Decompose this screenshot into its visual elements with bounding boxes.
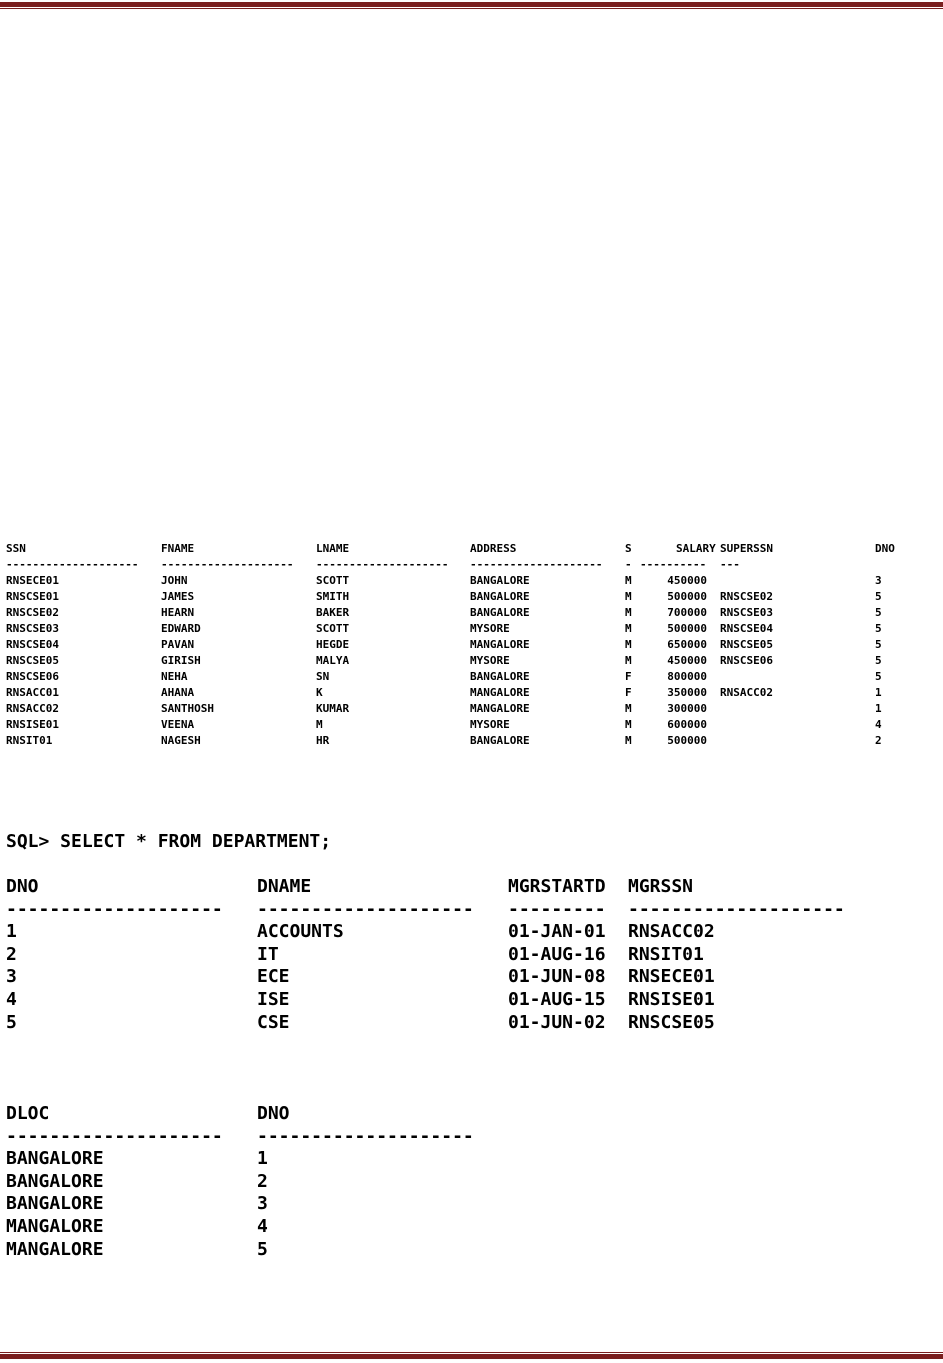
employee-cell: BANGALORE [470,606,530,619]
employee-row [6,589,937,605]
employee-separator: --- [720,558,740,571]
department-cell: RNSISE01 [628,988,715,1010]
employee-cell: RNSACC01 [6,686,59,699]
department-cell: 01-AUG-16 [508,943,606,965]
employee-row [6,637,937,653]
employee-cell: SMITH [316,590,350,603]
employee-cell: 500000 [667,734,707,747]
header-rule-thin [0,8,943,9]
dlocation-column-header: DLOC [6,1103,50,1124]
employee-cell: GIRISH [161,654,201,667]
employee-cell: M [625,734,632,747]
employee-cell: MYSORE [470,622,510,635]
header-rule-thick [0,2,943,7]
dlocation-cell: 5 [257,1238,268,1260]
department-cell: RNSCSE05 [628,1011,715,1033]
department-row [6,966,906,989]
dlocation-row [6,1148,906,1171]
employee-cell: BANGALORE [470,574,530,587]
employee-cell: 1 [875,702,882,715]
employee-row [6,701,937,717]
employee-cell: RNSISE01 [6,718,59,731]
employee-cell: 350000 [667,686,707,699]
employee-cell: M [625,638,632,651]
department-table [6,876,906,1034]
employee-cell: MANGALORE [470,686,530,699]
department-cell: 01-JUN-02 [508,1011,606,1033]
dlocation-column-header: DNO [257,1103,290,1124]
employee-cell: F [625,670,632,683]
department-cell: IT [257,943,279,965]
employee-row [6,605,937,621]
employee-cell: MALYA [316,654,350,667]
employee-cell: M [625,654,632,667]
employee-column-header: DNO [875,542,895,555]
department-cell: 1 [6,921,17,943]
department-column-header: DNAME [257,876,312,897]
employee-cell: MYSORE [470,654,510,667]
employee-cell: 500000 [667,622,707,635]
employee-cell: JAMES [161,590,195,603]
employee-cell: RNSIT01 [6,734,53,747]
department-cell: 2 [6,943,17,965]
employee-cell: SCOTT [316,622,350,635]
employee-cell: 450000 [667,574,707,587]
employee-row [6,669,937,685]
dlocation-separator: -------------------- [257,1125,474,1147]
dlocation-cell: MANGALORE [6,1238,104,1260]
employee-cell: RNSCSE05 [6,654,59,667]
employee-column-header: SALARY [676,542,716,555]
department-cell: 01-JAN-01 [508,921,606,943]
dlocation-cell: 4 [257,1215,268,1237]
employee-cell: 5 [875,622,882,635]
department-cell: RNSECE01 [628,966,715,988]
employee-cell: NAGESH [161,734,201,747]
dlocation-cell: 1 [257,1148,268,1170]
employee-cell: MYSORE [470,718,510,731]
dlocation-cell: BANGALORE [6,1193,104,1215]
dlocation-separator-row [6,1126,906,1149]
employee-cell: RNSCSE06 [6,670,59,683]
employee-cell: MANGALORE [470,638,530,651]
dlocation-row [6,1193,906,1216]
department-cell: 4 [6,988,17,1010]
employee-cell: JOHN [161,574,188,587]
dlocation-row [6,1216,906,1239]
employee-cell: RNSCSE04 [720,622,773,635]
employee-cell: KUMAR [316,702,350,715]
department-separator: -------------------- [257,898,474,920]
employee-cell: M [625,622,632,635]
employee-cell: EDWARD [161,622,201,635]
employee-cell: 3 [875,574,882,587]
employee-cell: SANTHOSH [161,702,214,715]
employee-column-header: SUPERSSN [720,542,773,555]
department-separator: -------------------- [628,898,845,920]
employee-cell: 2 [875,734,882,747]
dlocation-row [6,1239,906,1262]
employee-cell: 5 [875,670,882,683]
employee-cell: RNSCSE02 [6,606,59,619]
footer-rule-thin [0,1352,943,1353]
employee-cell: BANGALORE [470,670,530,683]
department-separator: --------- [508,898,606,920]
employee-row [6,717,937,733]
department-column-header: DNO [6,876,39,897]
employee-row [6,573,937,589]
department-cell: ECE [257,966,290,988]
employee-separator: ---------- [640,558,707,571]
department-column-header: MGRSSN [628,876,694,897]
employee-cell: 700000 [667,606,707,619]
employee-row [6,685,937,701]
employee-cell: RNSCSE05 [720,638,773,651]
employee-separator: - [625,558,632,571]
employee-column-header: SSN [6,542,26,555]
department-cell: 01-JUN-08 [508,966,606,988]
employee-cell: 5 [875,638,882,651]
employee-cell: RNSCSE04 [6,638,59,651]
department-cell: CSE [257,1011,290,1033]
employee-column-header: S [625,542,632,555]
employee-cell: 500000 [667,590,707,603]
employee-separator: -------------------- [316,558,449,571]
dlocation-table [6,1103,906,1261]
dlocation-cell: 3 [257,1193,268,1215]
employee-cell: 4 [875,718,882,731]
employee-cell: K [316,686,323,699]
employee-cell: RNSACC02 [6,702,59,715]
employee-cell: RNSCSE03 [720,606,773,619]
dlocation-cell: BANGALORE [6,1148,104,1170]
employee-cell: M [625,702,632,715]
footer-rule [0,1352,943,1362]
dlocation-cell: BANGALORE [6,1170,104,1192]
employee-cell: PAVAN [161,638,195,651]
department-cell: 3 [6,966,17,988]
employee-cell: RNSCSE03 [6,622,59,635]
employee-column-header: LNAME [316,542,350,555]
department-cell: RNSACC02 [628,921,715,943]
department-row [6,1012,906,1035]
employee-cell: RNSECE01 [6,574,59,587]
dlocation-cell: 2 [257,1170,268,1192]
employee-separator-row [6,557,937,573]
department-row [6,944,906,967]
employee-cell: BANGALORE [470,590,530,603]
employee-cell: 5 [875,606,882,619]
employee-cell: 5 [875,590,882,603]
header-rule [0,0,943,10]
dlocation-row [6,1171,906,1194]
department-cell: 01-AUG-15 [508,988,606,1010]
employee-row [6,621,937,637]
dlocation-header-row [6,1103,906,1126]
employee-cell: M [316,718,323,731]
department-cell: 5 [6,1011,17,1033]
employee-cell: RNSCSE02 [720,590,773,603]
employee-cell: 5 [875,654,882,667]
employee-cell: BAKER [316,606,350,619]
employee-cell: RNSCSE01 [6,590,59,603]
employee-cell: M [625,574,632,587]
dlocation-separator: -------------------- [6,1125,223,1147]
employee-cell: VEENA [161,718,195,731]
employee-separator: -------------------- [6,558,139,571]
employee-cell: HEGDE [316,638,350,651]
employee-cell: F [625,686,632,699]
employee-cell: NEHA [161,670,188,683]
employee-cell: SN [316,670,330,683]
employee-column-header: ADDRESS [470,542,517,555]
department-row [6,989,906,1012]
department-separator-row [6,899,906,922]
department-column-header: MGRSTARTD [508,876,606,897]
employee-cell: 1 [875,686,882,699]
footer-rule-thick [0,1354,943,1359]
employee-cell: AHANA [161,686,195,699]
employee-cell: MANGALORE [470,702,530,715]
employee-separator: -------------------- [470,558,603,571]
employee-row [6,653,937,669]
employee-cell: BANGALORE [470,734,530,747]
employee-cell: SCOTT [316,574,350,587]
department-cell: ISE [257,988,290,1010]
employee-cell: 450000 [667,654,707,667]
employee-row [6,733,937,749]
employee-column-header: FNAME [161,542,195,555]
employee-cell: 600000 [667,718,707,731]
department-cell: RNSIT01 [628,943,704,965]
employee-cell: M [625,606,632,619]
employee-cell: 300000 [667,702,707,715]
employee-cell: 650000 [667,638,707,651]
department-header-row [6,876,906,899]
employee-cell: M [625,718,632,731]
employee-cell: 800000 [667,670,707,683]
employee-cell: HEARN [161,606,195,619]
department-row [6,921,906,944]
department-separator: -------------------- [6,898,223,920]
employee-cell: RNSCSE06 [720,654,773,667]
employee-table [6,541,937,749]
employee-separator: -------------------- [161,558,294,571]
sql-query-line: SQL> SELECT * FROM DEPARTMENT; [6,831,332,852]
employee-cell: HR [316,734,330,747]
department-cell: ACCOUNTS [257,921,344,943]
employee-cell: M [625,590,632,603]
employee-header-row [6,541,937,557]
employee-cell: RNSACC02 [720,686,773,699]
dlocation-cell: MANGALORE [6,1215,104,1237]
